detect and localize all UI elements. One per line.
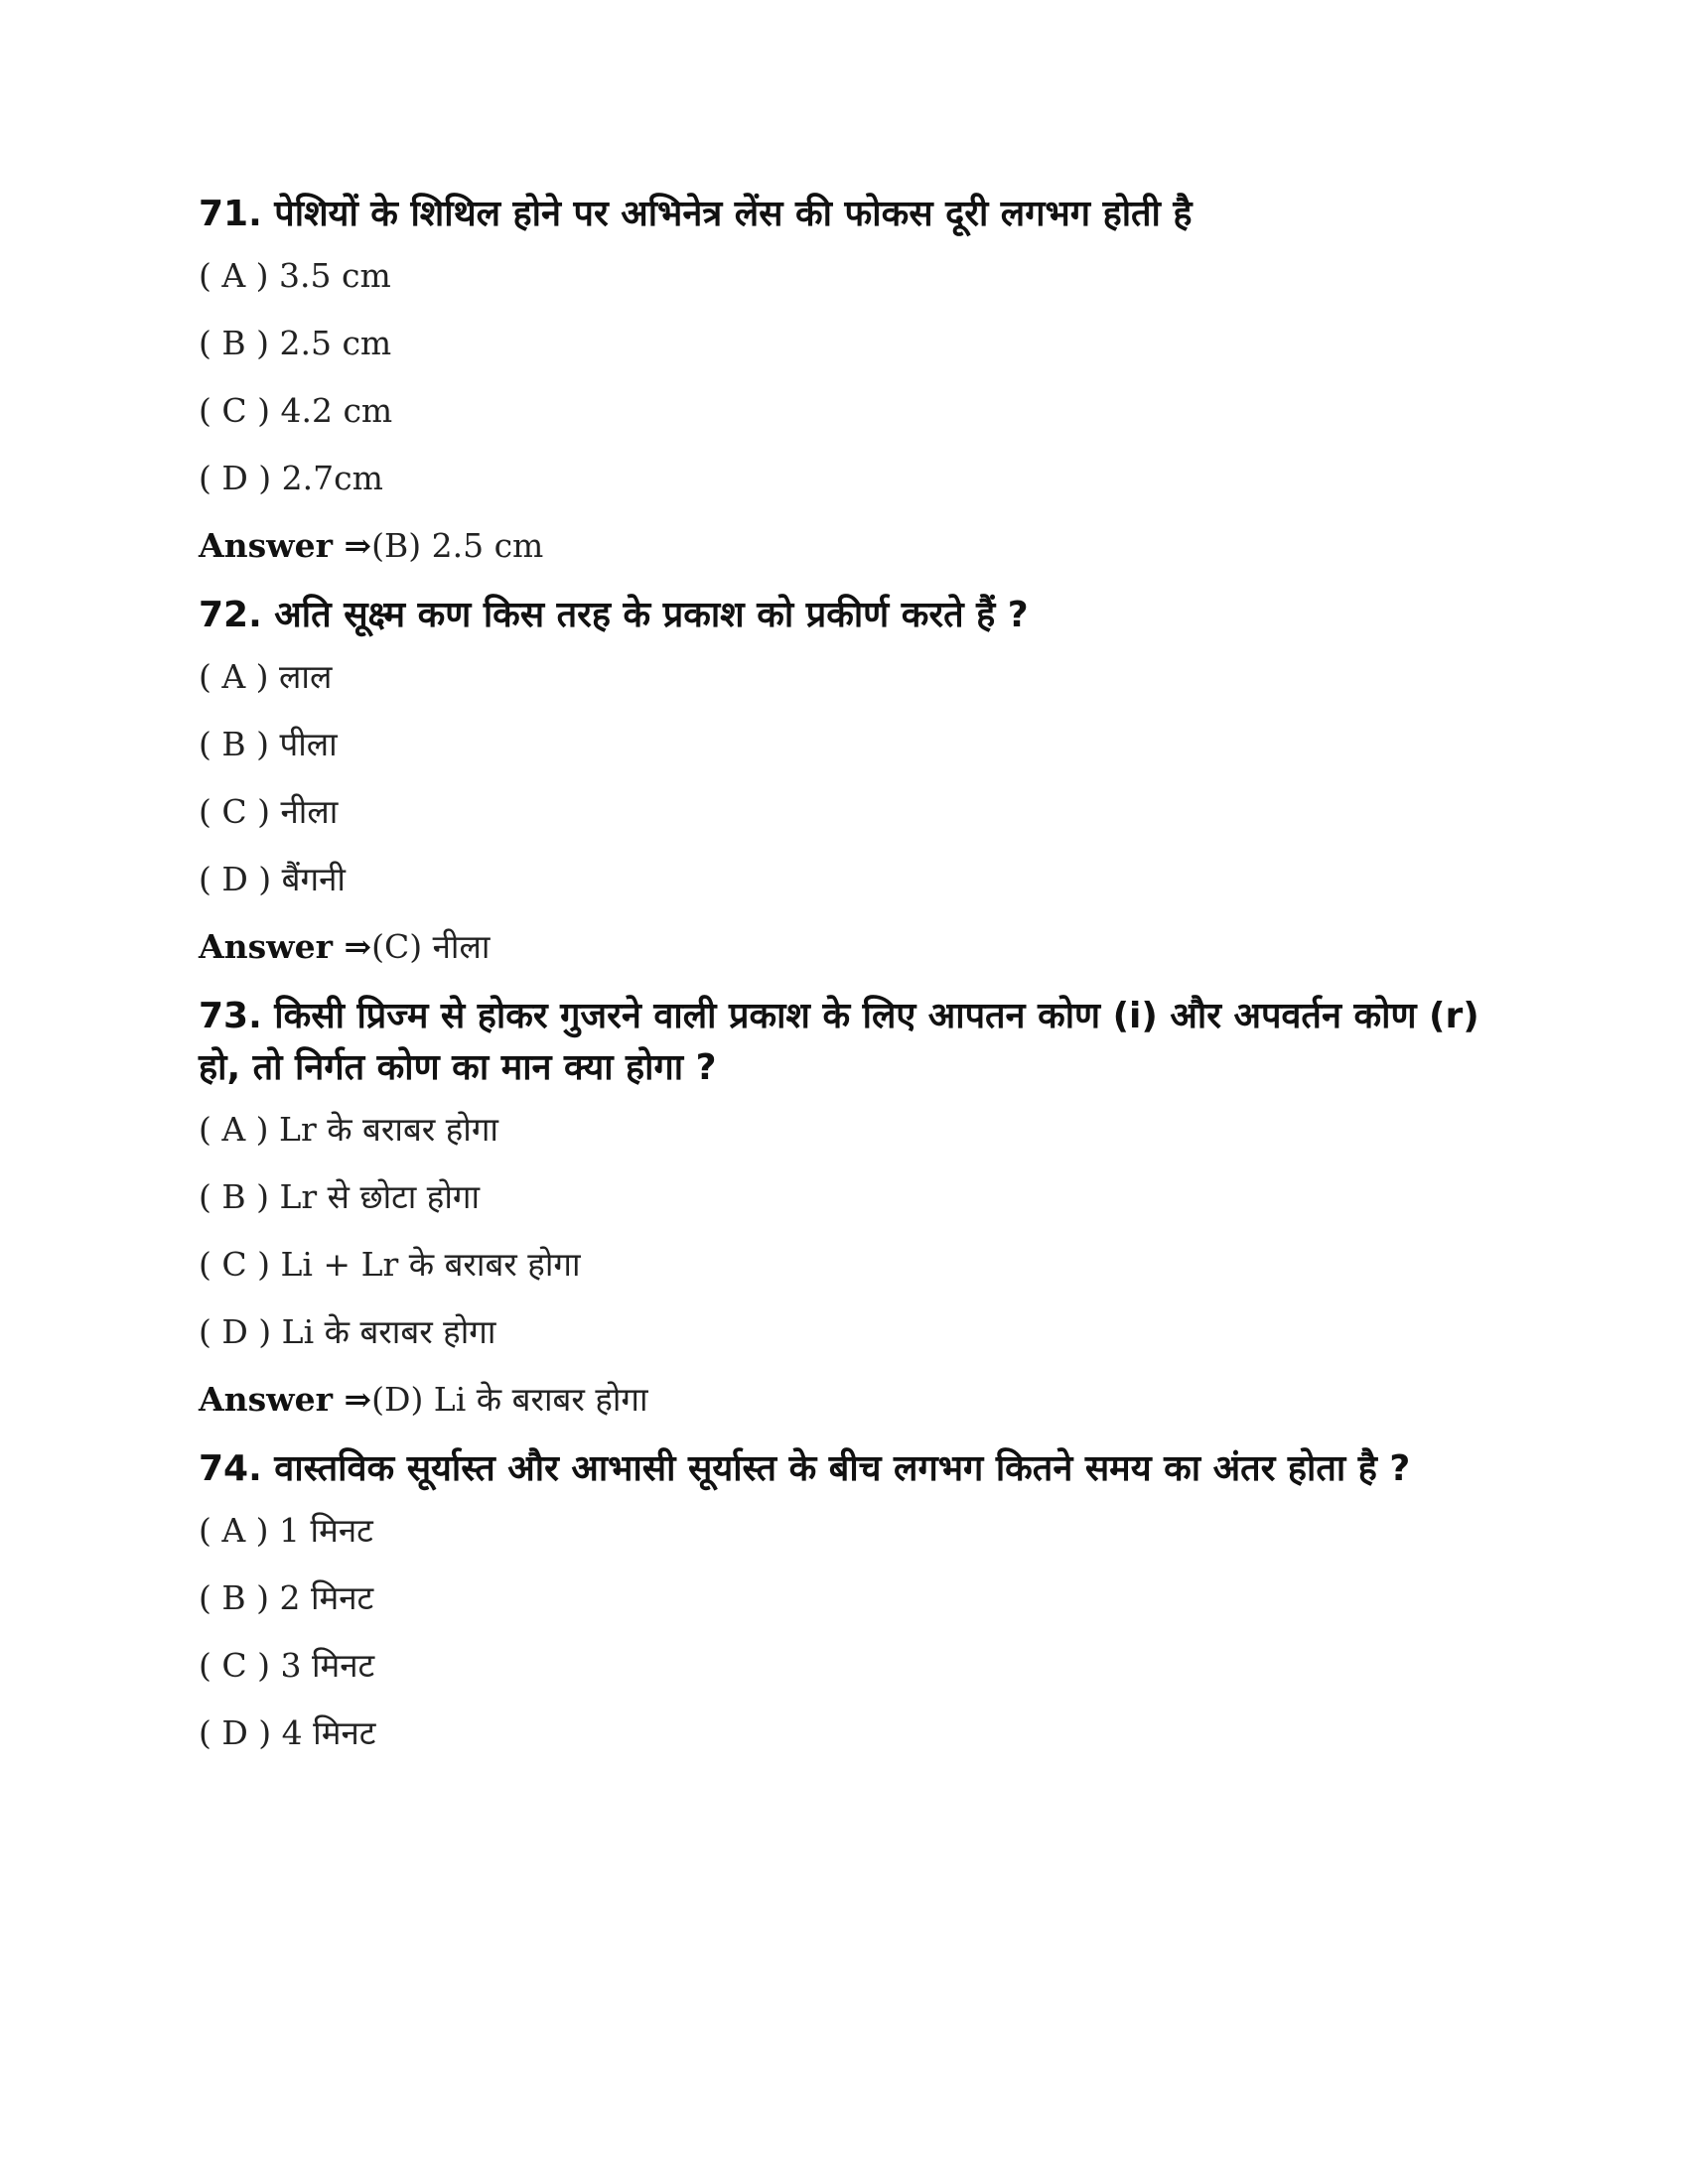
document-page <box>199 189 1509 1779</box>
option-c: ( C ) 3 मिनट <box>199 1646 375 1685</box>
option-c: ( C ) Li + Lr के बराबर होगा <box>199 1245 581 1284</box>
question-text: 74. वास्तविक सूर्यास्त और आभासी सूर्यास्त के बीच लगभग कितने समय का अंतर होता है ? <box>199 1448 1411 1489</box>
question-block-71 <box>199 189 1509 568</box>
question-text: 73. किसी प्रिज्म से होकर गुजरने वाली प्रकाश के लिए आपतन कोण (i) और अपवर्तन कोण (r) हो, तो निर्गत कोण का मान क्या होगा ? <box>199 996 1479 1088</box>
answer-line <box>199 524 1509 568</box>
option-d: ( D ) बैंगनी <box>199 860 346 898</box>
answer-label: Answer ⇒ <box>199 927 372 966</box>
question-block-73 <box>199 991 1509 1422</box>
answer-line <box>199 925 1509 969</box>
option-d: ( D ) 4 मिनट <box>199 1713 376 1752</box>
answer-value: (C) नीला <box>371 927 491 966</box>
option-a: ( A ) 3.5 cm <box>199 256 391 295</box>
question-text: 71. पेशियों के शिथिल होने पर अभिनेत्र लेंस की फोकस दूरी लगभग होती है <box>199 194 1193 234</box>
option-b: ( B ) 2.5 cm <box>199 324 392 362</box>
option-c: ( C ) 4.2 cm <box>199 391 393 430</box>
option-d: ( D ) Li के बराबर होगा <box>199 1312 496 1351</box>
option-b: ( B ) पीला <box>199 725 338 763</box>
option-b: ( B ) Lr से छोटा होगा <box>199 1177 480 1216</box>
option-a: ( A ) लाल <box>199 657 333 696</box>
question-block-72 <box>199 590 1509 969</box>
question-block-74 <box>199 1443 1509 1755</box>
option-d: ( D ) 2.7cm <box>199 459 383 497</box>
answer-label: Answer ⇒ <box>199 526 372 565</box>
answer-value: (D) Li के बराबर होगा <box>371 1380 648 1419</box>
option-b: ( B ) 2 मिनट <box>199 1578 374 1617</box>
answer-value: (B) 2.5 cm <box>371 526 544 565</box>
option-a: ( A ) 1 मिनट <box>199 1511 373 1550</box>
option-a: ( A ) Lr के बराबर होगा <box>199 1110 498 1149</box>
answer-label: Answer ⇒ <box>199 1380 372 1419</box>
option-c: ( C ) नीला <box>199 792 339 831</box>
question-text: 72. अति सूक्ष्म कण किस तरह के प्रकाश को प्रकीर्ण करते हैं ? <box>199 595 1029 635</box>
answer-line <box>199 1378 1509 1422</box>
